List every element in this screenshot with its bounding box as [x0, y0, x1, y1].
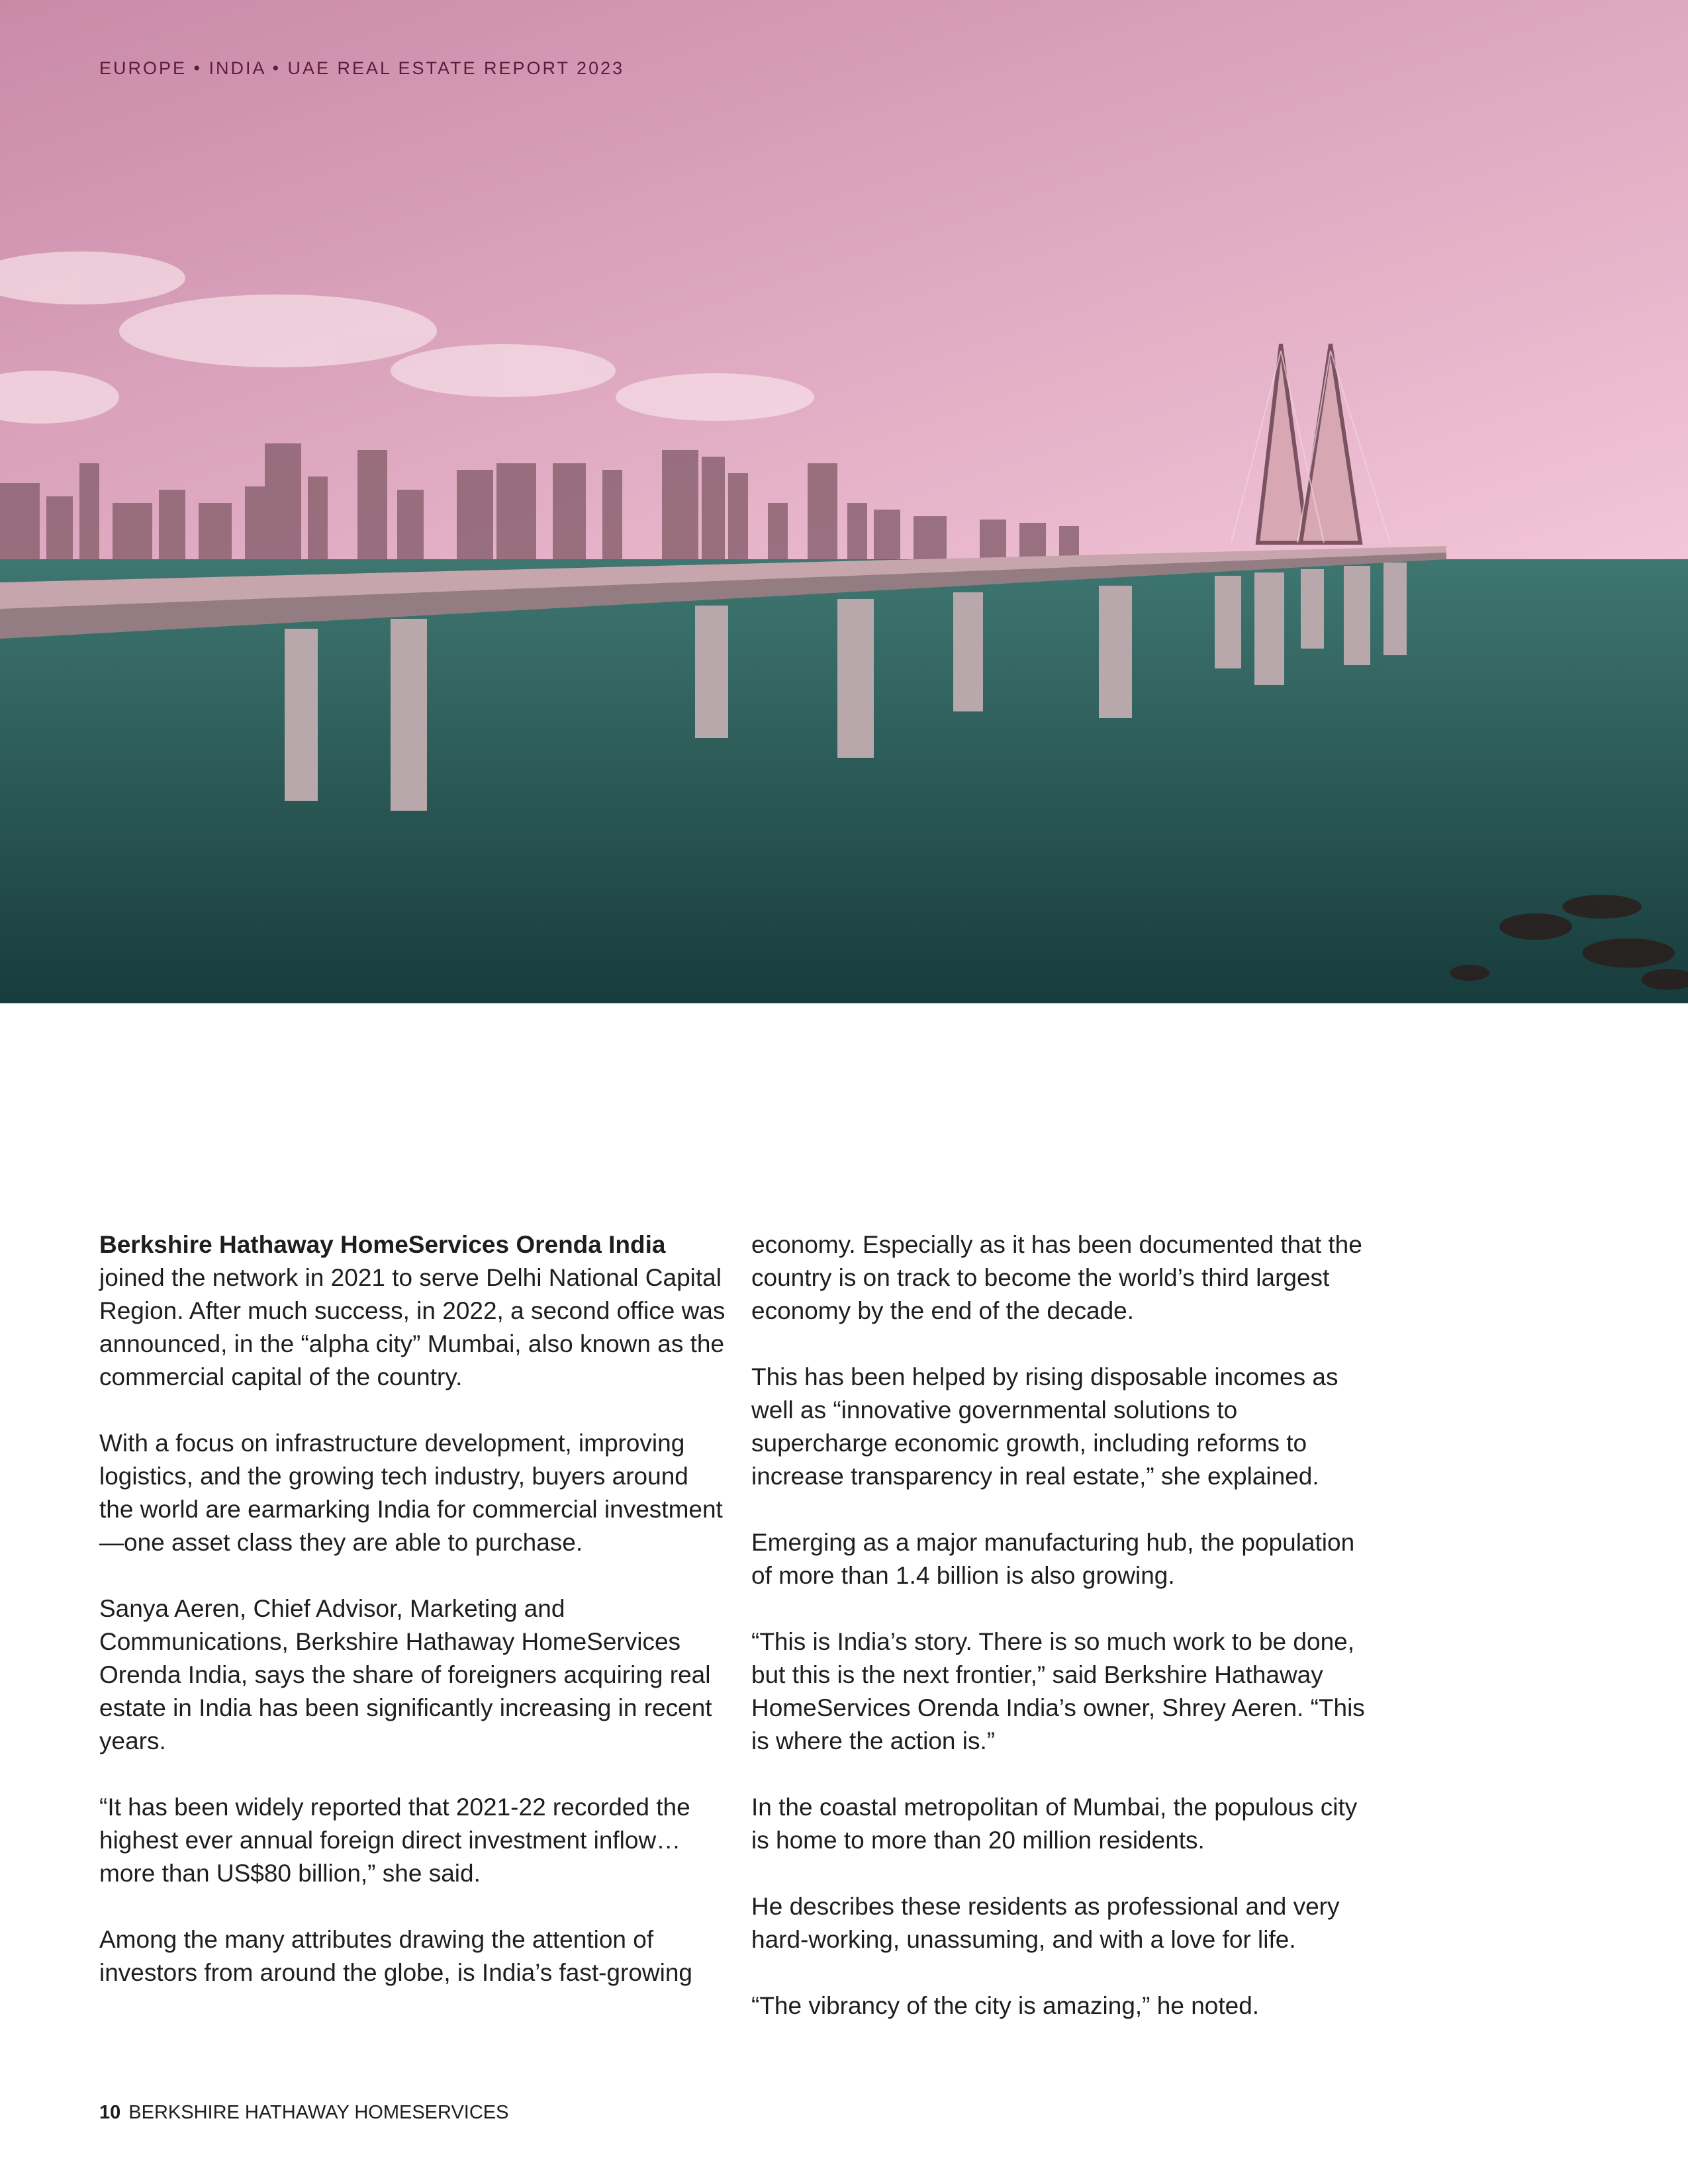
- page-footer: [99, 2102, 508, 2124]
- paragraph: “The vibrancy of the city is amazing,” he noted.: [751, 1992, 1260, 2019]
- running-head: EUROPE • INDIA • UAE REAL ESTATE REPORT 2023: [99, 58, 625, 78]
- paragraph: economy. Especially as it has been documented that the country is on track to become the world’s third largest economy by the end of the decade.: [751, 1231, 1362, 1324]
- paragraph: “This is India’s story. There is so much work to be done, but this is the next frontier,” said Berkshire Hathaway HomeServices Orenda India’s owner, Shrey Aeren. “This is where the action is.”: [751, 1628, 1365, 1754]
- paragraph: Among the many attributes drawing the attention of investors from around the globe, is India’s fast-growing: [99, 1926, 693, 1986]
- paragraph: “It has been widely reported that 2021-22 recorded the highest ever annual foreign direct investment inflow… more than US$80 billion,” she said.: [99, 1794, 690, 1887]
- article-column-left: [99, 1228, 728, 2023]
- paragraph: He describes these residents as professional and very hard-working, unassuming, and with a love for life.: [751, 1893, 1340, 1953]
- lead-in: Berkshire Hathaway HomeServices Orenda India: [99, 1231, 666, 1258]
- paragraph: With a focus on infrastructure development, improving logistics, and the growing tech industry, buyers around the world are earmarking India for commercial investment—one asset class they are able to purchase.: [99, 1430, 723, 1556]
- paragraph: This has been helped by rising disposable incomes as well as “innovative governmental solutions to supercharge economic growth, including reforms to increase transparency in real estate,” she explained.: [751, 1363, 1338, 1490]
- sky: [0, 0, 1688, 569]
- paragraph: In the coastal metropolitan of Mumbai, the populous city is home to more than 20 million residents.: [751, 1794, 1358, 1854]
- article-column-right: [751, 1228, 1380, 2056]
- footer-brand: BERKSHIRE HATHAWAY HOMESERVICES: [128, 2102, 509, 2123]
- paragraph: Emerging as a major manufacturing hub, the population of more than 1.4 billion is also growing.: [751, 1529, 1355, 1589]
- page-number: 10: [99, 2102, 121, 2123]
- paragraph: Berkshire Hathaway HomeServices Orenda India joined the network in 2021 to serve Delhi National Capital Region. After much success, in 2022, a second office was announced, in the “alpha city” Mumbai, also known as the commercial capital of the country.: [99, 1231, 726, 1390]
- paragraph: Sanya Aeren, Chief Advisor, Marketing and Communications, Berkshire Hathaway HomeServices Orenda India, says the share of foreigners acquiring real estate in India has been significantly increasing in recent years.: [99, 1595, 712, 1754]
- hero-photo: [0, 0, 1688, 1003]
